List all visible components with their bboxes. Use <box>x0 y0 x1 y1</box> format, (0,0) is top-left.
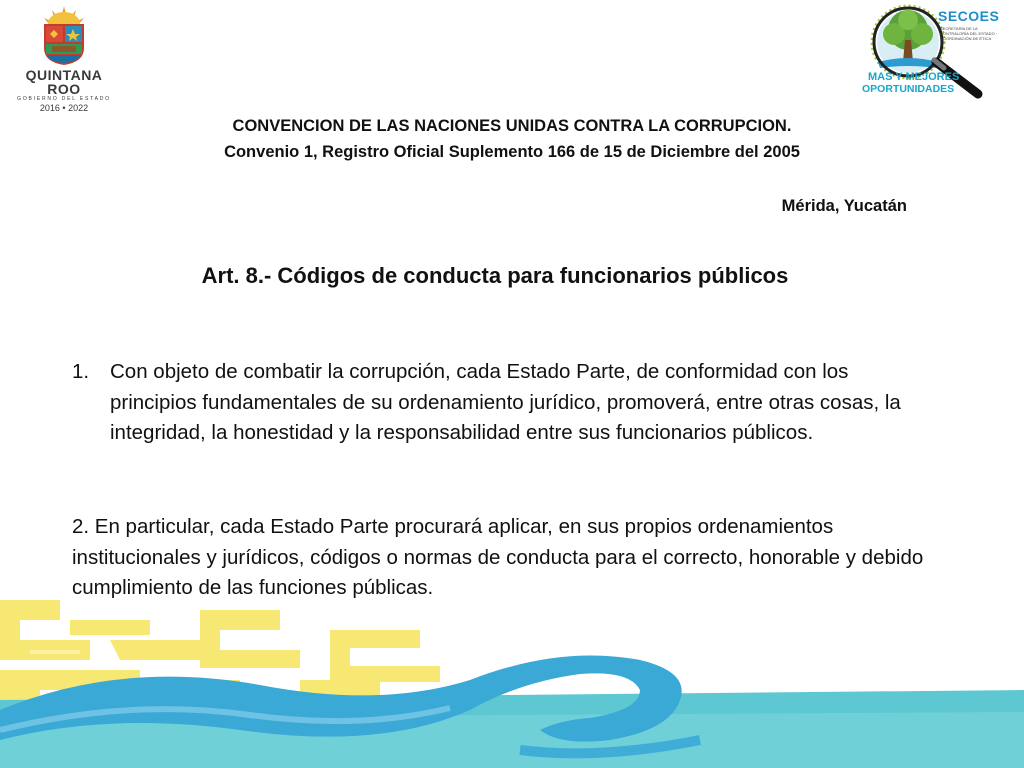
article-item-2: 2. En particular, cada Estado Parte procurará aplicar, en sus propios ordenamientos institucionales y jurídicos, códigos o normas de conducta para el correcto, honorable y debido cumplimiento de las funciones públicas. <box>72 515 924 599</box>
secoes-logo <box>860 2 1020 102</box>
decorative-footer-pattern <box>0 590 1024 768</box>
state-subtitle: GOBIERNO DEL ESTADO <box>17 96 111 102</box>
item-number: 1. <box>72 360 90 383</box>
tagline-line-2: OPORTUNIDADES <box>862 83 955 95</box>
article-title: Art. 8.- Códigos de conducta para funcionarios públicos <box>201 263 789 288</box>
quintana-roo-logo <box>8 4 120 113</box>
location: Mérida, Yucatán <box>781 197 907 215</box>
convention-title: CONVENCION DE LAS NACIONES UNIDAS CONTRA LA CORRUPCION. <box>232 117 792 135</box>
state-years: 2016 • 2022 <box>39 103 89 113</box>
state-name: QUINTANA ROO <box>25 67 103 97</box>
item-text: Con objeto de combatir la corrupción, cada Estado Parte, de conformidad con los principios fundamentales de su ordenamiento jurídico, promoverá, entre otras cosas, la integridad, la honestidad y la responsabilidad entre sus funcionarios públicos. <box>110 360 901 444</box>
secoes-small-text: SECRETARÍA DE LA CONTRALORÍA DEL ESTADO · COORDINACIÓN DE ÉTICA <box>940 26 998 41</box>
convention-reference: Convenio 1, Registro Oficial Suplemento 166 de 15 de Diciembre del 2005 <box>224 143 800 161</box>
article-item-1 <box>72 357 932 449</box>
secoes-brand: SECOES <box>938 8 1000 24</box>
coat-of-arms-icon <box>36 4 92 66</box>
tagline-line-1: MAS Y MEJORES <box>868 71 960 83</box>
